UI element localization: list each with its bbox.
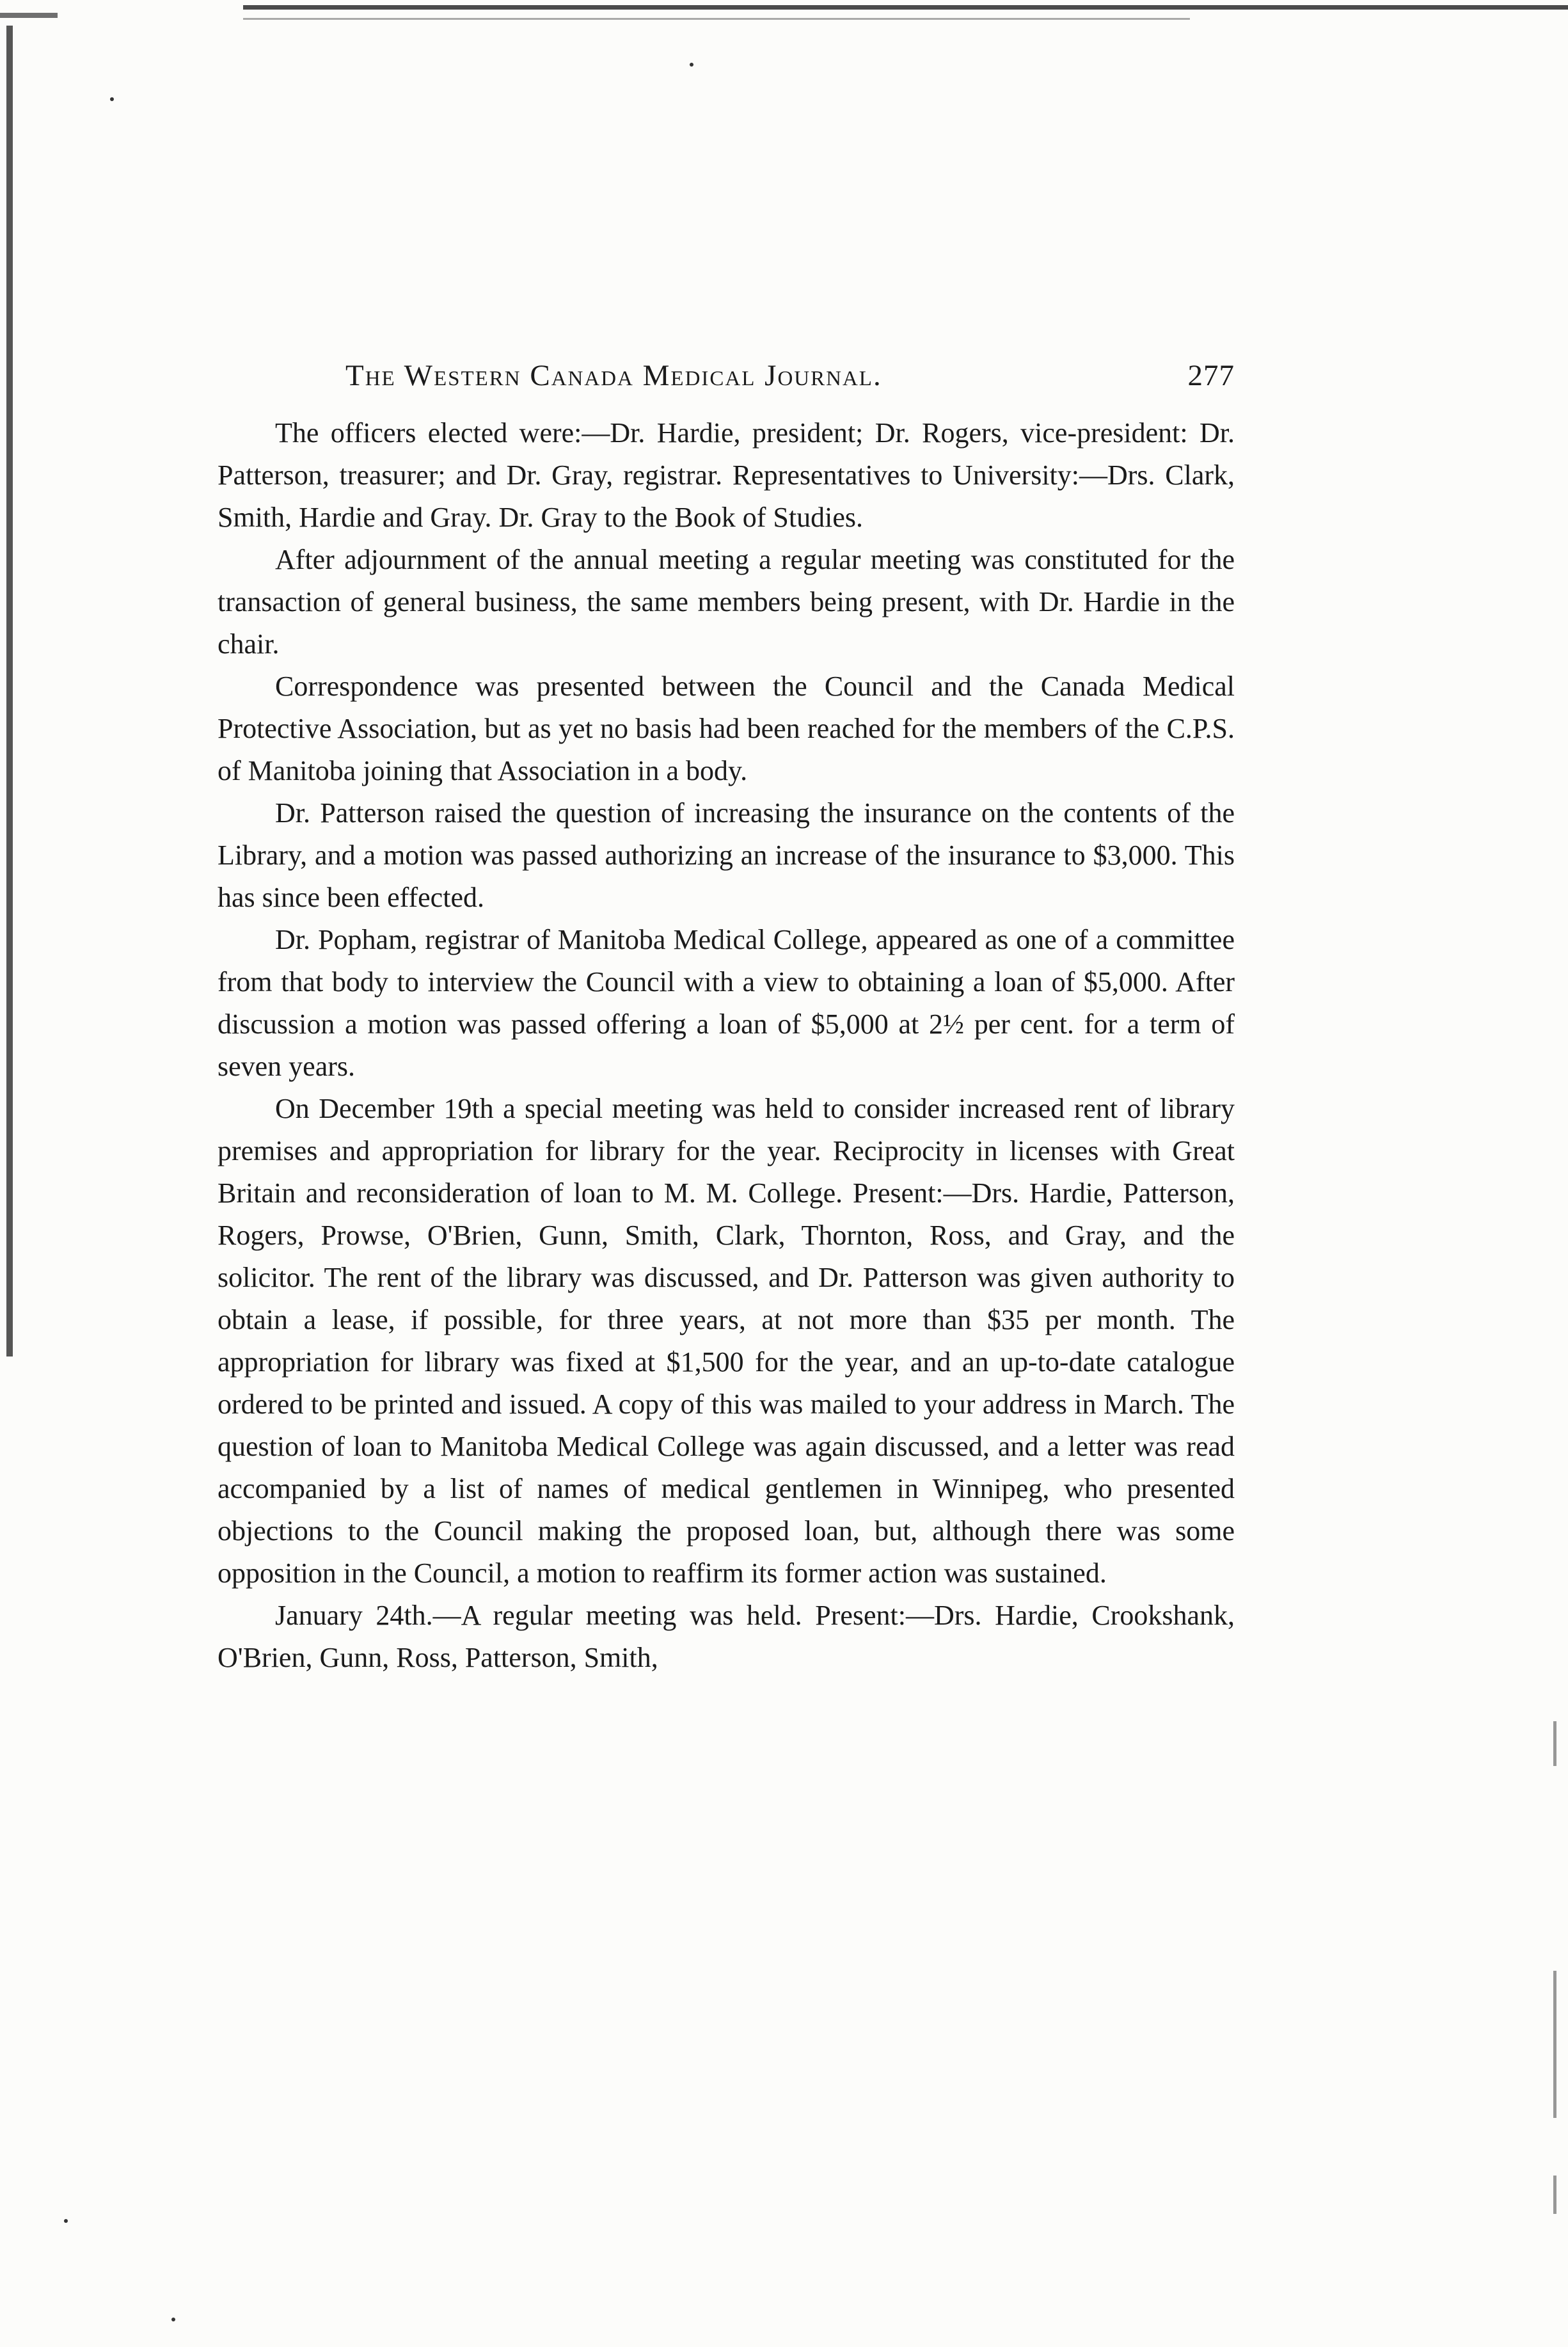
article-body [218, 412, 1235, 1679]
scan-corner-mark [0, 13, 58, 18]
scan-left-edge [6, 26, 13, 1356]
journal-title: The Western Canada Medical Journal. [345, 359, 882, 392]
scan-speck [64, 2219, 68, 2223]
page-number: 277 [1187, 359, 1235, 392]
paragraph-insurance: Dr. Patterson raised the question of increasing the insurance on the contents of the Library, and a motion was passed authorizing an increase of the insurance to $3,000. This has since been effected. [218, 797, 1235, 913]
scan-top-rule-faint [243, 18, 1190, 20]
scan-speck [110, 97, 114, 101]
paragraph-officers: The officers elected were:—Dr. Hardie, president; Dr. Rogers, vice-president: Dr. Patterson, treasurer; and Dr. Gray, registrar. Representatives to University:—Drs. Clark, Smith, Hardie and Gray. Dr. Gray to the Book of Studies. [218, 417, 1235, 533]
scan-right-mark [1553, 2176, 1556, 2214]
running-header [218, 358, 1235, 393]
paragraph-loan: Dr. Popham, registrar of Manitoba Medical College, appeared as one of a committee from that body to interview the Council with a view to obtaining a loan of $5,000. After discussion a motion was passed offering a loan of $5,000 at 2½ per cent. for a term of seven years. [218, 924, 1235, 1082]
scan-speck [171, 2318, 175, 2321]
scan-right-mark [1553, 1721, 1556, 1766]
scan-top-rule [243, 5, 1568, 10]
journal-page [218, 358, 1235, 1679]
paragraph-adjournment: After adjournment of the annual meeting a regular meeting was constituted for the transaction of general business, the same members being present, with Dr. Hardie in the chair. [218, 544, 1235, 660]
scan-right-mark [1553, 1971, 1556, 2118]
paragraph-december-meeting: On December 19th a special meeting was held to consider increased rent of library premises and appropriation for library for the year. Reciprocity in licenses with Great Britain and reconsideration of loan to M. M. College. Present:—Drs. Hardie, Patterson, Rogers, Prowse, O'Brien, Gunn, Smith, Clark, Thornton, Ross, and Gray, and the solicitor. The rent of the library was discussed, and Dr. Patterson was given authority to obtain a lease, if possible, for three years, at not more than $35 per month. The appropriation for library was fixed at $1,500 for the year, and an up-to-date catalogue ordered to be printed and issued. A copy of this was mailed to your address in March. The question of loan to Manitoba Medical College was again discussed, and a letter was read accompanied by a list of names of medical gentlemen in Winnipeg, who presented objections to the Council making the proposed loan, but, although there was some opposition in the Council, a motion to reaffirm its former action was sustained. [218, 1093, 1235, 1589]
paragraph-correspondence: Correspondence was presented between the Council and the Canada Medical Protective Association, but as yet no basis had been reached for the members of the C.P.S. of Manitoba joining that Association in a body. [218, 671, 1235, 786]
paragraph-january-meeting: January 24th.—A regular meeting was held. Present:—Drs. Hardie, Crookshank, O'Brien, Gunn, Ross, Patterson, Smith, [218, 1600, 1235, 1673]
scan-speck [690, 63, 693, 67]
